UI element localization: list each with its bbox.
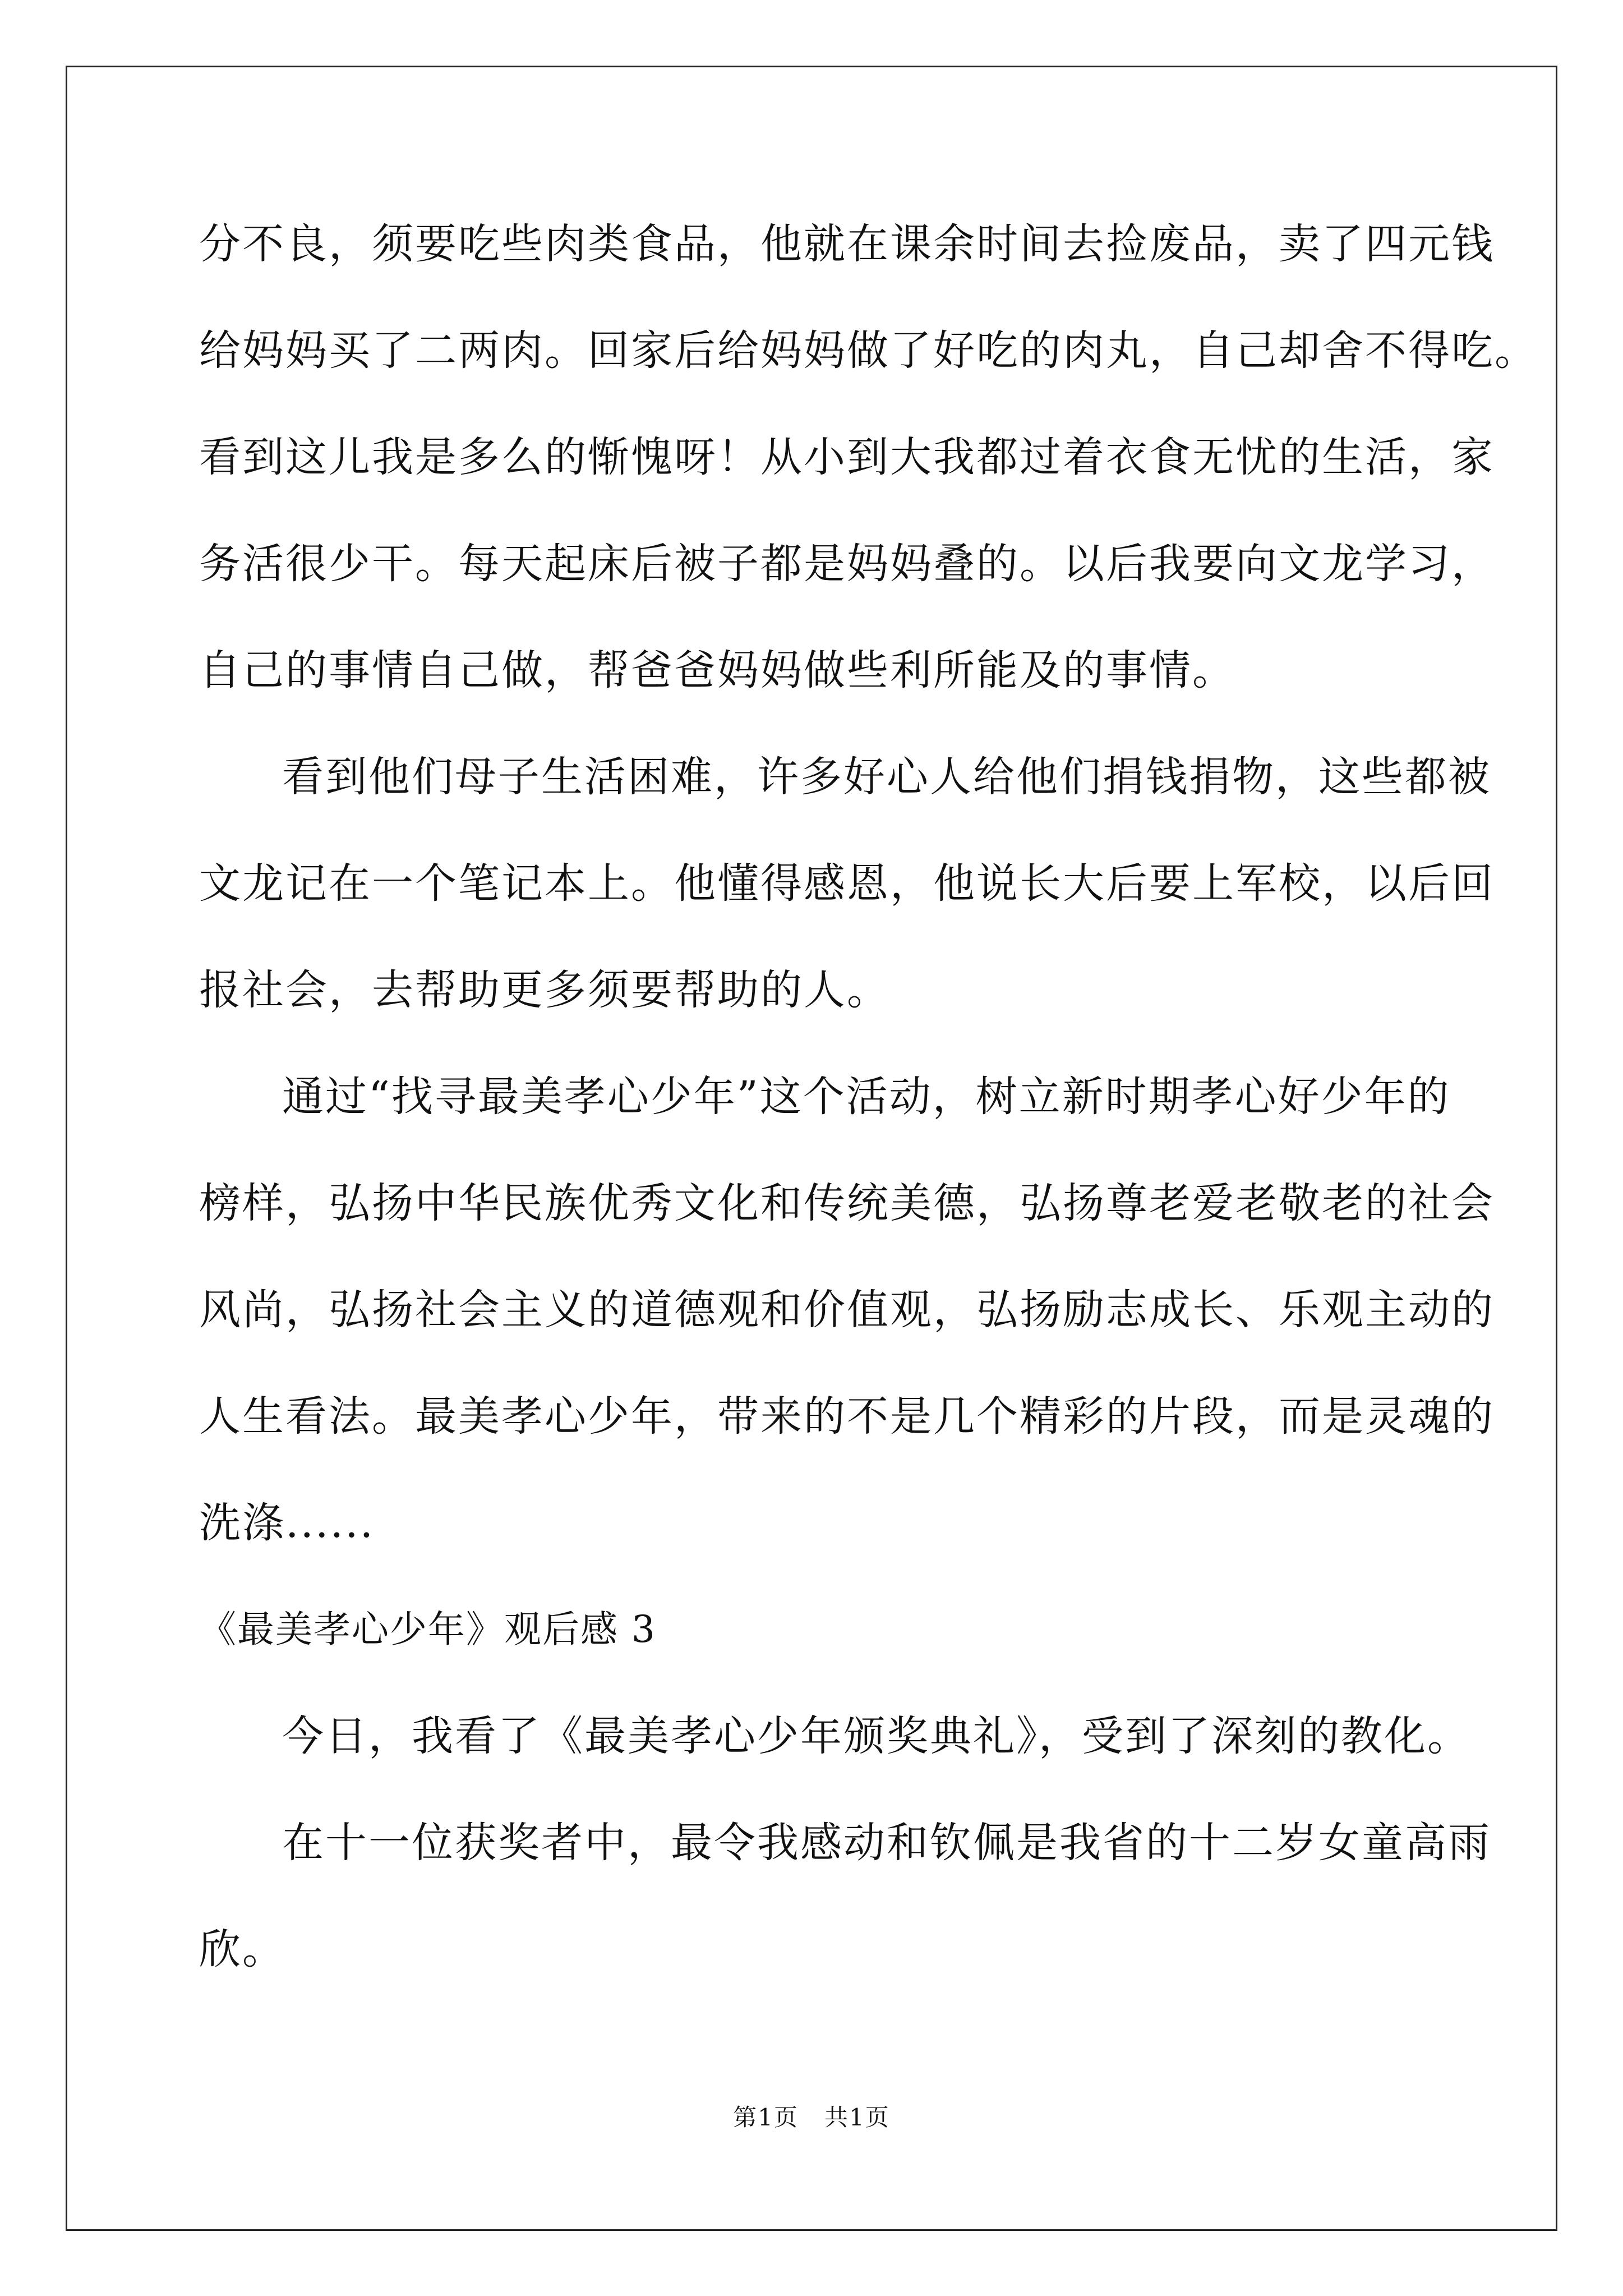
- paragraph-3-line-1: 通过“找寻最美孝心少年”这个活动，树立新时期孝心好少年的: [282, 1073, 1451, 1121]
- paragraph-3-line-2: 榜样，弘扬中华民族优秀文化和传统美德，弘扬尊老爱老敬老的社会: [199, 1179, 1495, 1227]
- section-title: 《最美孝心少年》观后感 3: [199, 1608, 656, 1651]
- paragraph-1-line-5: 自己的事情自己做，帮爸爸妈妈做些利所能及的事情。: [199, 646, 1235, 694]
- paragraph-3-line-3: 风尚，弘扬社会主义的道德观和价值观，弘扬励志成长、乐观主动的: [199, 1286, 1495, 1334]
- section-paragraph-2-line-1: 在十一位获奖者中，最令我感动和钦佩是我省的十二岁女童高雨: [282, 1819, 1491, 1867]
- paragraph-2-line-2: 文龙记在一个笔记本上。他懂得感恩，他说长大后要上军校，以后回: [199, 859, 1495, 908]
- paragraph-1-line-3: 看到这儿我是多么的惭愧呀！从小到大我都过着衣食无忧的生活，家: [199, 433, 1495, 481]
- section-paragraph-2-line-2: 欣。: [199, 1925, 285, 1973]
- paragraph-3-line-5: 洗涤......: [199, 1499, 375, 1547]
- paragraph-3-line-4: 人生看法。最美孝心少年，带来的不是几个精彩的片段，而是灵魂的: [199, 1392, 1495, 1441]
- paragraph-1-line-1: 分不良，须要吃些肉类食品，他就在课余时间去捡废品，卖了四元钱: [199, 220, 1495, 268]
- paragraph-2-line-3: 报社会，去帮助更多须要帮助的人。: [199, 966, 890, 1014]
- paragraph-1-line-2: 给妈妈买了二两肉。回家后给妈妈做了好吃的肉丸，自己却舍不得吃。: [199, 326, 1538, 375]
- paragraph-2-line-1: 看到他们母子生活困难，许多好心人给他们捐钱捐物，这些都被: [282, 753, 1491, 801]
- page-number-footer: 第1页 共1页: [733, 2104, 890, 2131]
- paragraph-1-line-4: 务活很少干。每天起床后被子都是妈妈叠的。以后我要向文龙学习，: [199, 540, 1495, 588]
- section-paragraph-1-line-1: 今日，我看了《最美孝心少年颁奖典礼》，受到了深刻的教化。: [282, 1712, 1470, 1760]
- page-border: [66, 66, 1557, 2231]
